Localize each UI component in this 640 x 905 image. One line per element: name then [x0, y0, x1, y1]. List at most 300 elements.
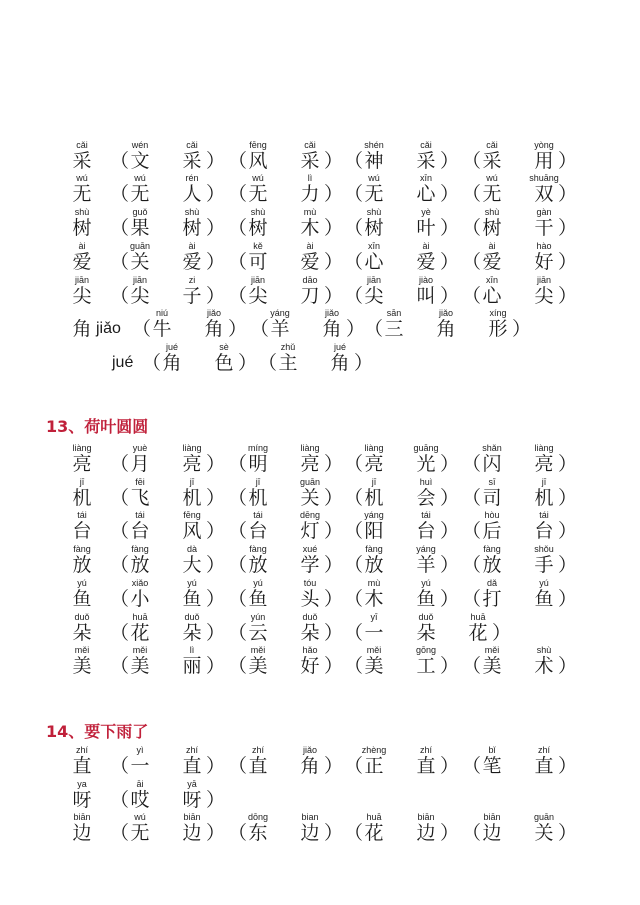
close-paren: ）: [206, 487, 226, 509]
char-hanzi: 台: [534, 520, 554, 542]
close-paren: ）: [440, 150, 460, 172]
close-paren: ）: [324, 251, 344, 273]
char-pinyin: rén: [185, 173, 199, 183]
char-hanzi: 机: [364, 487, 384, 509]
char-pinyin: mù: [367, 578, 381, 588]
char-hanzi: 一: [364, 622, 384, 644]
lead-pinyin: ya: [77, 779, 87, 789]
char-hanzi: 风: [182, 520, 202, 542]
open-paren: （: [110, 554, 130, 576]
close-paren: ）: [206, 217, 226, 239]
open-paren: （: [462, 655, 482, 677]
char-hanzi: 采: [300, 150, 320, 172]
char-hanzi: 关: [300, 487, 320, 509]
char-pinyin: jiān: [132, 275, 148, 285]
char-hanzi: 主: [278, 352, 298, 374]
char-hanzi: 叫: [416, 285, 436, 307]
close-paren: ）: [324, 755, 344, 777]
char-pinyin: shù: [250, 207, 266, 217]
char-hanzi: 鱼: [534, 588, 554, 610]
char-hanzi: 月: [130, 453, 150, 475]
char-hanzi: 正: [364, 755, 384, 777]
char-hanzi: 花: [468, 622, 488, 644]
char-hanzi: 角: [330, 352, 350, 374]
lead-hanzi: 爱: [72, 251, 92, 273]
close-paren: ）: [512, 318, 532, 340]
open-paren: （: [110, 622, 130, 644]
char-hanzi: 直: [248, 755, 268, 777]
char-hanzi: 好: [534, 251, 554, 273]
char-hanzi: 丽: [182, 655, 202, 677]
char-hanzi: 心: [482, 285, 502, 307]
char-pinyin: jiǎo: [438, 308, 454, 318]
char-pinyin: fàng: [365, 544, 383, 554]
lead-pinyin: biān: [73, 812, 91, 822]
vocab-row: [0, 612, 640, 646]
char-hanzi: 爱: [482, 251, 502, 273]
open-paren: （: [142, 352, 162, 374]
char-hanzi: 树: [364, 217, 384, 239]
char-hanzi: 关: [130, 251, 150, 273]
char-hanzi: 台: [248, 520, 268, 542]
char-pinyin: sān: [386, 308, 402, 318]
lead-pinyin: wú: [76, 173, 88, 183]
char-hanzi: 灯: [300, 520, 320, 542]
char-pinyin: bǐ: [488, 745, 496, 755]
close-paren: ）: [558, 217, 578, 239]
close-paren: ）: [558, 251, 578, 273]
char-pinyin: tái: [253, 510, 263, 520]
char-pinyin: xué: [302, 544, 318, 554]
open-paren: （: [344, 755, 364, 777]
char-pinyin: niú: [155, 308, 169, 318]
close-paren: ）: [440, 285, 460, 307]
char-hanzi: 哎: [130, 789, 150, 811]
close-paren: ）: [206, 520, 226, 542]
char-hanzi: 尖: [364, 285, 384, 307]
char-hanzi: 机: [534, 487, 554, 509]
lesson-title: 13、荷叶圆圆: [46, 417, 149, 436]
char-pinyin: gōng: [415, 645, 437, 655]
char-pinyin: měi: [484, 645, 500, 655]
close-paren: ）: [440, 183, 460, 205]
char-hanzi: 无: [364, 183, 384, 205]
char-pinyin: yú: [421, 578, 431, 588]
char-pinyin: cǎi: [304, 140, 316, 150]
close-paren: ）: [440, 487, 460, 509]
char-hanzi: 用: [534, 150, 554, 172]
char-hanzi: 子: [182, 285, 202, 307]
char-pinyin: fēng: [183, 510, 201, 520]
open-paren: （: [462, 487, 482, 509]
char-hanzi: 树: [248, 217, 268, 239]
close-paren: ）: [206, 822, 226, 844]
char-hanzi: 机: [182, 487, 202, 509]
open-paren: （: [462, 183, 482, 205]
open-paren: （: [110, 822, 130, 844]
char-pinyin: ài: [488, 241, 496, 251]
lead-pinyin: duǒ: [74, 612, 90, 622]
open-paren: （: [110, 789, 130, 811]
char-hanzi: 关: [534, 822, 554, 844]
char-hanzi: 无: [130, 822, 150, 844]
char-pinyin: wú: [486, 173, 498, 183]
lead-hanzi: 放: [72, 554, 92, 576]
open-paren: （: [462, 251, 482, 273]
lead-hanzi: 台: [72, 520, 92, 542]
char-hanzi: 心: [416, 183, 436, 205]
char-pinyin: yā: [187, 779, 197, 789]
open-paren: （: [344, 453, 364, 475]
open-paren: （: [132, 318, 152, 340]
close-paren: ）: [238, 352, 258, 374]
char-pinyin: tái: [135, 510, 145, 520]
char-pinyin: xīn: [485, 275, 499, 285]
char-pinyin: yì: [136, 745, 144, 755]
close-paren: ）: [324, 150, 344, 172]
close-paren: ）: [206, 789, 226, 811]
char-pinyin: kě: [253, 241, 263, 251]
close-paren: ）: [558, 487, 578, 509]
char-hanzi: 边: [416, 822, 436, 844]
char-hanzi: 鱼: [182, 588, 202, 610]
char-pinyin: jī: [255, 477, 261, 487]
char-pinyin: yún: [250, 612, 266, 622]
vocab-row: [0, 578, 640, 612]
char-pinyin: hòu: [484, 510, 500, 520]
char-pinyin: jué: [333, 342, 347, 352]
close-paren: ）: [492, 622, 512, 644]
char-hanzi: 边: [182, 822, 202, 844]
char-hanzi: 无: [482, 183, 502, 205]
char-hanzi: 木: [364, 588, 384, 610]
char-hanzi: 树: [482, 217, 502, 239]
char-hanzi: 爱: [300, 251, 320, 273]
char-pinyin: cǎi: [486, 140, 498, 150]
close-paren: ）: [558, 822, 578, 844]
lead-hanzi: 直: [72, 755, 92, 777]
char-hanzi: 后: [482, 520, 502, 542]
char-hanzi: 角: [204, 318, 224, 340]
open-paren: （: [344, 822, 364, 844]
lead-pinyin: liàng: [72, 443, 92, 453]
char-pinyin: jiào: [418, 275, 434, 285]
char-pinyin: hǎo: [302, 645, 318, 655]
char-hanzi: 边: [482, 822, 502, 844]
open-paren: （: [110, 588, 130, 610]
char-pinyin: shén: [364, 140, 384, 150]
char-hanzi: 木: [300, 217, 320, 239]
vocab-row: [0, 779, 640, 813]
char-hanzi: 无: [248, 183, 268, 205]
char-hanzi: 东: [248, 822, 268, 844]
char-pinyin: zhí: [537, 745, 551, 755]
lead-hanzi: 角: [72, 318, 92, 340]
close-paren: ）: [324, 453, 344, 475]
char-pinyin: yú: [539, 578, 549, 588]
char-pinyin: jiǎo: [324, 308, 340, 318]
lead-pinyin: cǎi: [76, 140, 88, 150]
open-paren: （: [462, 285, 482, 307]
open-paren: （: [344, 487, 364, 509]
char-pinyin: ài: [422, 241, 430, 251]
char-hanzi: 角: [162, 352, 182, 374]
open-paren: （: [228, 487, 248, 509]
close-paren: ）: [440, 217, 460, 239]
open-paren: （: [228, 622, 248, 644]
char-pinyin: cǎi: [186, 140, 198, 150]
vocab-row: [0, 342, 640, 376]
open-paren: （: [110, 487, 130, 509]
vocab-row: [0, 510, 640, 544]
char-pinyin: biān: [483, 812, 501, 822]
char-hanzi: 工: [416, 655, 436, 677]
open-paren: （: [250, 318, 270, 340]
char-pinyin: huì: [419, 477, 433, 487]
char-hanzi: 亮: [534, 453, 554, 475]
char-hanzi: 果: [130, 217, 150, 239]
char-pinyin: yáng: [270, 308, 290, 318]
close-paren: ）: [440, 453, 460, 475]
open-paren: （: [344, 217, 364, 239]
char-pinyin: měi: [366, 645, 382, 655]
char-pinyin: sè: [219, 342, 229, 352]
char-pinyin: bian: [301, 812, 319, 822]
char-pinyin: huā: [132, 612, 148, 622]
vocab-row: [0, 275, 640, 309]
lead-hanzi: 机: [72, 487, 92, 509]
char-hanzi: 爱: [416, 251, 436, 273]
open-paren: （: [344, 520, 364, 542]
open-paren: （: [110, 655, 130, 677]
vocab-row: [0, 544, 640, 578]
char-pinyin: gàn: [536, 207, 552, 217]
char-hanzi: 心: [364, 251, 384, 273]
open-paren: （: [344, 150, 364, 172]
char-hanzi: 放: [364, 554, 384, 576]
close-paren: ）: [206, 150, 226, 172]
char-pinyin: yáng: [364, 510, 384, 520]
char-pinyin: jī: [189, 477, 195, 487]
char-pinyin: fēng: [249, 140, 267, 150]
open-paren: （: [228, 554, 248, 576]
close-paren: ）: [558, 183, 578, 205]
char-pinyin: dōng: [247, 812, 269, 822]
open-paren: （: [228, 588, 248, 610]
char-pinyin: ài: [306, 241, 314, 251]
lead-hanzi: 采: [72, 150, 92, 172]
char-pinyin: fàng: [131, 544, 149, 554]
close-paren: ）: [558, 285, 578, 307]
char-hanzi: 叶: [416, 217, 436, 239]
char-hanzi: 明: [248, 453, 268, 475]
char-pinyin: shǒu: [534, 544, 554, 554]
char-hanzi: 角: [322, 318, 342, 340]
char-hanzi: 机: [248, 487, 268, 509]
char-hanzi: 放: [130, 554, 150, 576]
open-paren: （: [462, 755, 482, 777]
char-hanzi: 头: [300, 588, 320, 610]
open-paren: （: [462, 588, 482, 610]
char-pinyin: měi: [250, 645, 266, 655]
char-pinyin: fàng: [249, 544, 267, 554]
vocab-row: [0, 308, 640, 342]
char-pinyin: xīn: [367, 241, 381, 251]
open-paren: （: [228, 520, 248, 542]
char-hanzi: 笔: [482, 755, 502, 777]
char-pinyin: dǎ: [486, 578, 498, 588]
open-paren: （: [364, 318, 384, 340]
char-pinyin: dāo: [302, 275, 318, 285]
close-paren: ）: [558, 655, 578, 677]
char-hanzi: 一: [130, 755, 150, 777]
char-pinyin: xíng: [489, 308, 507, 318]
char-pinyin: jiǎo: [206, 308, 222, 318]
vocab-row: [0, 645, 640, 679]
char-pinyin: jué: [165, 342, 179, 352]
char-pinyin: guān: [299, 477, 321, 487]
lead-hanzi: 鱼: [72, 588, 92, 610]
close-paren: ）: [440, 251, 460, 273]
close-paren: ）: [558, 554, 578, 576]
char-pinyin: guān: [533, 812, 555, 822]
char-hanzi: 手: [534, 554, 554, 576]
open-paren: （: [344, 285, 364, 307]
char-hanzi: 美: [130, 655, 150, 677]
char-pinyin: wú: [252, 173, 264, 183]
close-paren: ）: [440, 755, 460, 777]
close-paren: ）: [206, 183, 226, 205]
vocab-row: [0, 477, 640, 511]
char-hanzi: 云: [248, 622, 268, 644]
open-paren: （: [344, 588, 364, 610]
char-pinyin: jī: [371, 477, 377, 487]
open-paren: （: [228, 251, 248, 273]
char-hanzi: 放: [482, 554, 502, 576]
close-paren: ）: [346, 318, 366, 340]
char-pinyin: guān: [129, 241, 151, 251]
open-paren: （: [462, 520, 482, 542]
char-hanzi: 会: [416, 487, 436, 509]
vocab-row: [0, 443, 640, 477]
char-pinyin: liàng: [182, 443, 202, 453]
char-hanzi: 大: [182, 554, 202, 576]
close-paren: ）: [324, 655, 344, 677]
close-paren: ）: [324, 622, 344, 644]
char-pinyin: biān: [183, 812, 201, 822]
char-pinyin: shuāng: [529, 173, 559, 183]
open-paren: （: [110, 520, 130, 542]
lead-hanzi: 边: [72, 822, 92, 844]
char-hanzi: 台: [416, 520, 436, 542]
char-pinyin: dà: [186, 544, 198, 554]
char-pinyin: míng: [247, 443, 269, 453]
char-hanzi: 可: [248, 251, 268, 273]
open-paren: （: [110, 755, 130, 777]
char-pinyin: lì: [307, 173, 313, 183]
char-hanzi: 阳: [364, 520, 384, 542]
open-paren: （: [228, 217, 248, 239]
close-paren: ）: [206, 285, 226, 307]
close-paren: ）: [324, 217, 344, 239]
char-hanzi: 尖: [248, 285, 268, 307]
lead-pinyin: jiān: [74, 275, 90, 285]
char-pinyin: ài: [188, 241, 196, 251]
char-hanzi: 刀: [300, 285, 320, 307]
char-hanzi: 鱼: [416, 588, 436, 610]
close-paren: ）: [440, 520, 460, 542]
close-paren: ）: [324, 520, 344, 542]
open-paren: （: [110, 285, 130, 307]
close-paren: ）: [206, 251, 226, 273]
char-hanzi: 朵: [300, 622, 320, 644]
char-hanzi: 力: [300, 183, 320, 205]
char-hanzi: 三: [384, 318, 404, 340]
char-pinyin: yú: [253, 578, 263, 588]
open-paren: （: [344, 183, 364, 205]
char-hanzi: 尖: [534, 285, 554, 307]
char-pinyin: yòng: [534, 140, 554, 150]
open-paren: （: [462, 554, 482, 576]
char-hanzi: 边: [300, 822, 320, 844]
char-pinyin: mù: [303, 207, 317, 217]
char-pinyin: liàng: [364, 443, 384, 453]
close-paren: ）: [558, 453, 578, 475]
char-pinyin: lì: [189, 645, 195, 655]
close-paren: ）: [206, 588, 226, 610]
char-pinyin: tái: [539, 510, 549, 520]
char-hanzi: 术: [534, 655, 554, 677]
open-paren: （: [110, 183, 130, 205]
char-pinyin: āi: [136, 779, 144, 789]
open-paren: （: [462, 453, 482, 475]
close-paren: ）: [206, 655, 226, 677]
char-hanzi: 直: [182, 755, 202, 777]
lead-pinyin: zhí: [75, 745, 89, 755]
lead-hanzi: 无: [72, 183, 92, 205]
open-paren: （: [344, 554, 364, 576]
char-pinyin: jiān: [250, 275, 266, 285]
char-hanzi: 神: [364, 150, 384, 172]
close-paren: ）: [440, 588, 460, 610]
lead-hanzi: 亮: [72, 453, 92, 475]
char-pinyin: zhí: [185, 745, 199, 755]
char-pinyin: jiān: [366, 275, 382, 285]
lead-hanzi: 树: [72, 217, 92, 239]
lead-hanzi: 美: [72, 655, 92, 677]
char-hanzi: 羊: [416, 554, 436, 576]
lead-pinyin: tái: [77, 510, 87, 520]
char-hanzi: 司: [482, 487, 502, 509]
lead-pinyin: jī: [79, 477, 85, 487]
char-pinyin: wú: [134, 812, 146, 822]
lead-pinyin: yú: [77, 578, 87, 588]
lead-inline-pinyin: jiǎo: [96, 320, 121, 337]
lead-inline-pinyin: jué: [112, 354, 134, 371]
lead-pinyin: shù: [74, 207, 90, 217]
char-pinyin: dēng: [299, 510, 321, 520]
char-hanzi: 花: [130, 622, 150, 644]
open-paren: （: [344, 655, 364, 677]
char-pinyin: xīn: [419, 173, 433, 183]
char-pinyin: fàng: [483, 544, 501, 554]
open-paren: （: [228, 150, 248, 172]
char-pinyin: duǒ: [418, 612, 434, 622]
open-paren: （: [462, 217, 482, 239]
char-hanzi: 美: [248, 655, 268, 677]
char-hanzi: 风: [248, 150, 268, 172]
char-hanzi: 台: [130, 520, 150, 542]
